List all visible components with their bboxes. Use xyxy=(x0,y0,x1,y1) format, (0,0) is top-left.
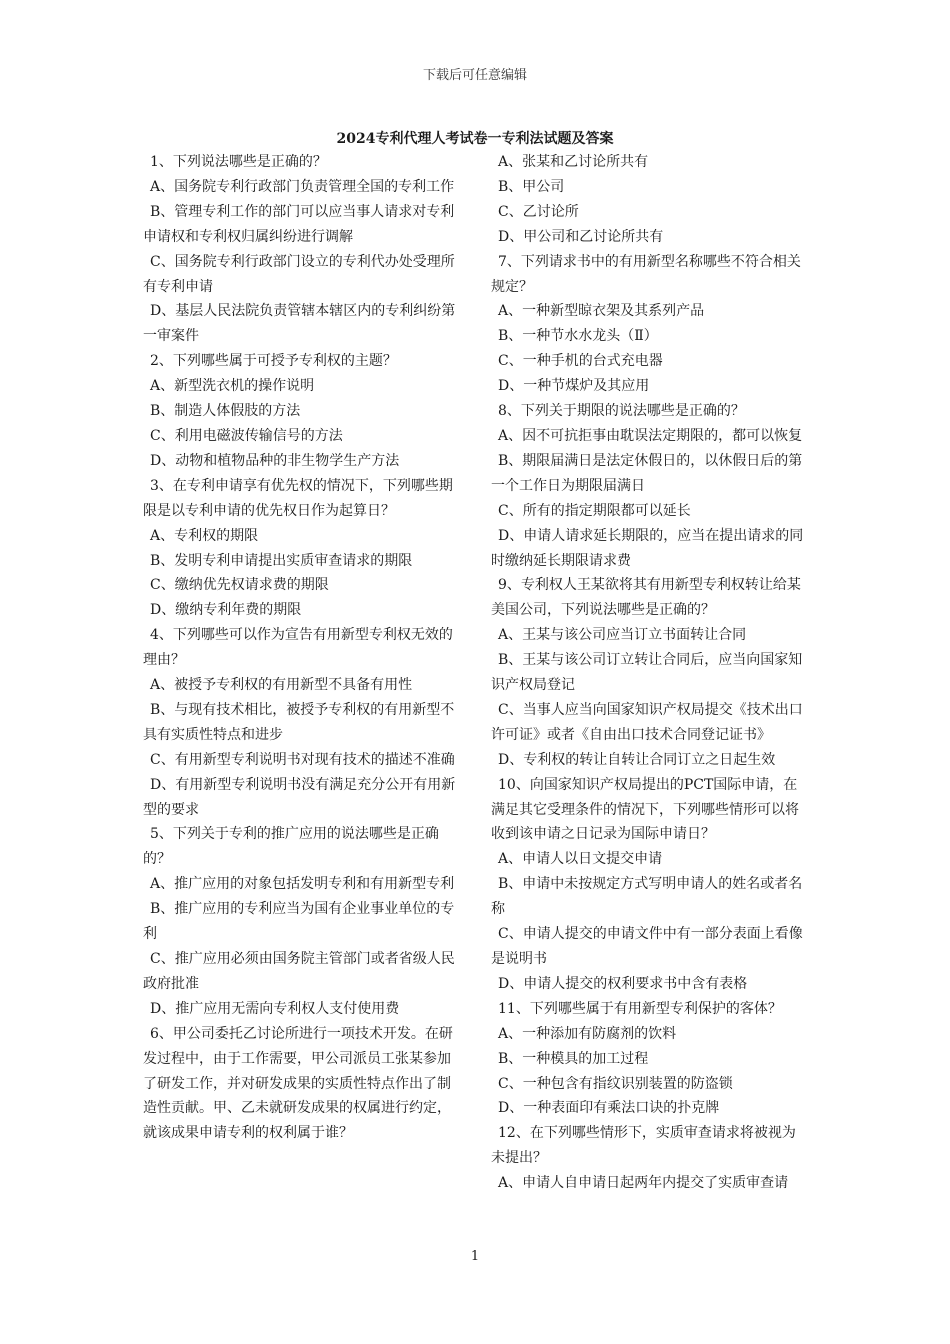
paragraph: 9、专利权人王某欲将其有用新型专利权转让给某美国公司，下列说法哪些是正确的？ xyxy=(491,577,801,619)
paragraph: 2、下列哪些属于可授予专利权的主题？ xyxy=(150,353,397,370)
page-number: 1 xyxy=(470,1249,480,1264)
paragraph: A、张某和乙讨论所共有 xyxy=(498,154,649,170)
paragraph: D、推广应用无需向专利权人支付使用费 xyxy=(150,1000,400,1017)
paragraph: 12、在下列哪些情形下，实质审查请求将被视为未提出？ xyxy=(491,1125,796,1167)
paragraph: C、利用电磁波传输信号的方法 xyxy=(150,427,343,444)
paragraph: C、缴纳优先权请求费的期限 xyxy=(150,577,329,594)
document-title: 2024专利代理人考试卷一专利法试题及答案 xyxy=(336,131,614,147)
paragraph: D、一种表面印有乘法口诀的扑克牌 xyxy=(498,1100,720,1117)
paragraph: 7、下列请求书中的有用新型名称哪些不符合相关规定？ xyxy=(491,253,801,295)
paragraph: 10、向国家知识产权局提出的PCT国际申请，在满足其它受理条件的情况下，下列哪些情形可以将收到该申请之日记录为国际申请日？ xyxy=(491,776,799,843)
paragraph: B、王某与该公司订立转让合同后，应当向国家知识产权局登记 xyxy=(491,652,803,694)
paragraph: B、推广应用的专利应当为国有企业事业单位的专利 xyxy=(143,901,455,943)
paragraph: A、一种添加有防腐剂的饮料 xyxy=(498,1025,677,1042)
paragraph: B、发明专利申请提出实质审查请求的期限 xyxy=(150,552,413,569)
paragraph: A、一种新型晾衣架及其系列产品 xyxy=(498,303,705,320)
paragraph: 8、下列关于期限的说法哪些是正确的？ xyxy=(498,403,745,420)
paragraph: 5、下列关于专利的推广应用的说法哪些是正确的？ xyxy=(143,826,439,868)
paragraph: B、与现有技术相比，被授予专利权的有用新型不具有实质性特点和进步 xyxy=(143,701,455,743)
paragraph: C、国务院专利行政部门设立的专利代办处受理所有专利申请 xyxy=(143,253,455,295)
paragraph: D、申请人请求延长期限的，应当在提出请求的同时缴纳延长期限请求费 xyxy=(491,527,804,569)
paragraph: 6、甲公司委托乙讨论所进行一项技术开发。在研发过程中，由于工作需要，甲公司派员工张某参加了研发工作，并对研发成果的实质性特点作出了制造性贡献。甲、乙未就研发成果的权属进行约定，就该成果申请专利的权利属于谁？ xyxy=(143,1025,453,1142)
left-column xyxy=(143,150,461,1146)
paragraph: C、一种包含有指纹识别装置的防盗锁 xyxy=(498,1075,733,1092)
paragraph: C、一种手机的台式充电器 xyxy=(498,353,663,370)
paragraph: B、甲公司 xyxy=(498,178,565,195)
paragraph: D、专利权的转让自转让合同订立之日起生效 xyxy=(498,751,776,768)
paragraph: B、制造人体假肢的方法 xyxy=(150,403,301,420)
paragraph: 4、下列哪些可以作为宣告有用新型专利权无效的理由？ xyxy=(143,627,453,669)
paragraph: D、一种节煤炉及其应用 xyxy=(498,378,650,395)
paragraph: 1、下列说法哪些是正确的？ xyxy=(150,154,327,170)
paragraph: D、甲公司和乙讨论所共有 xyxy=(498,228,664,245)
paragraph: A、王某与该公司应当订立书面转让合同 xyxy=(498,627,747,644)
paragraph: A、申请人以日文提交申请 xyxy=(498,851,663,868)
paragraph: D、申请人提交的权利要求书中含有表格 xyxy=(498,975,748,992)
paragraph: A、国务院专利行政部门负责管理全国的专利工作 xyxy=(150,178,455,195)
paragraph: B、一种模具的加工过程 xyxy=(498,1050,649,1067)
paragraph: 3、在专利申请享有优先权的情况下，下列哪些期限是以专利申请的优先权日作为起算日？ xyxy=(143,477,453,519)
paragraph: A、推广应用的对象包括发明专利和有用新型专利 xyxy=(150,876,455,893)
right-column xyxy=(491,150,809,1196)
paragraph: A、因不可抗拒事由耽误法定期限的，都可以恢复 xyxy=(498,427,803,444)
paragraph: 11、下列哪些属于有用新型专利保护的客体？ xyxy=(498,1000,782,1017)
paragraph: B、管理专利工作的部门可以应当事人请求对专利申请权和专利权归属纠纷进行调解 xyxy=(143,203,455,245)
paragraph: D、基层人民法院负责管辖本辖区内的专利纠纷第一审案件 xyxy=(143,303,456,345)
paragraph: A、新型洗衣机的操作说明 xyxy=(150,378,315,395)
paragraph: B、申请中未按规定方式写明申请人的姓名或者名称 xyxy=(491,876,803,918)
paragraph: C、申请人提交的申请文件中有一部分表面上看像是说明书 xyxy=(491,926,803,967)
paragraph: C、所有的指定期限都可以延长 xyxy=(498,502,691,519)
paragraph: D、有用新型专利说明书没有满足充分公开有用新型的要求 xyxy=(143,776,456,818)
page-header: 下载后可任意编辑 xyxy=(422,68,527,83)
paragraph: B、一种节水水龙头（Ⅱ） xyxy=(498,328,658,345)
paragraph: C、当事人应当向国家知识产权局提交《技术出口许可证》或者《自由出口技术合同登记证书》 xyxy=(491,701,803,743)
paragraph: A、专利权的期限 xyxy=(150,527,259,544)
paragraph: D、缴纳专利年费的期限 xyxy=(150,602,302,619)
paragraph: D、动物和植物品种的非生物学生产方法 xyxy=(150,452,400,469)
paragraph: A、被授予专利权的有用新型不具备有用性 xyxy=(150,677,413,694)
paragraph: A、申请人自申请日起两年内提交了实质审查请 xyxy=(498,1175,789,1192)
paragraph: C、有用新型专利说明书对现有技术的描述不准确 xyxy=(150,751,455,768)
paragraph: B、期限届满日是法定休假日的，以休假日后的第一个工作日为期限届满日 xyxy=(491,452,803,494)
paragraph: C、乙讨论所 xyxy=(498,203,579,220)
paragraph: C、推广应用必须由国务院主管部门或者省级人民政府批准 xyxy=(143,951,455,992)
